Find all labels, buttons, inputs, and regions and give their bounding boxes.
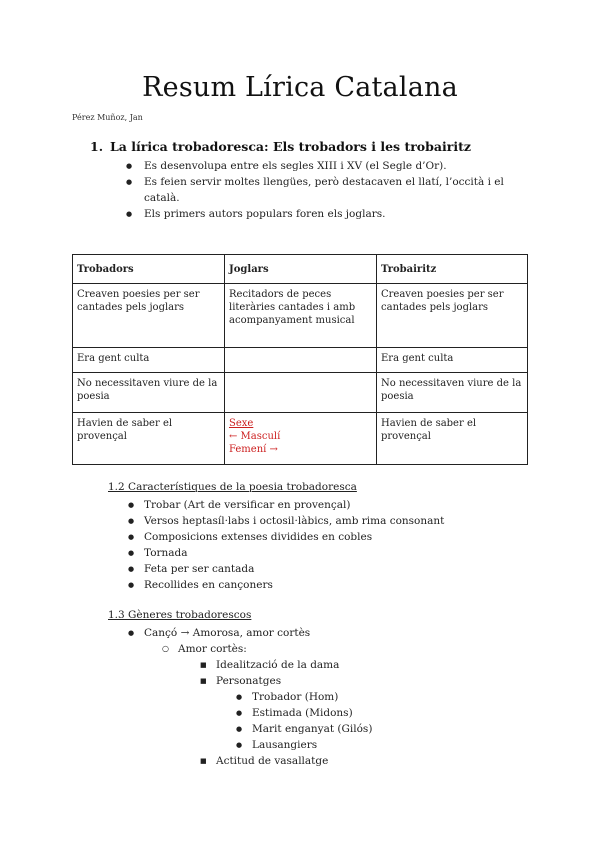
vassalage-list xyxy=(200,753,328,769)
section-1-heading xyxy=(90,139,471,154)
table-header-row xyxy=(73,255,528,284)
list-item: ● Composicions extenses dividides en cobles xyxy=(128,529,444,545)
table-cell xyxy=(225,348,377,373)
gender-note-cell xyxy=(225,413,377,465)
table-cell: Era gent culta xyxy=(73,348,225,373)
comparison-table xyxy=(72,254,528,465)
list-item: ● Feta per ser cantada xyxy=(128,561,444,577)
table-cell: Creaven poesies per ser cantades pels joglars xyxy=(377,284,528,348)
gender-note-female: Femení → xyxy=(229,444,278,455)
section-1-3-heading: 1.3 Gèneres trobadorescos xyxy=(108,609,252,621)
table-row xyxy=(73,413,528,465)
genre-list xyxy=(128,625,310,641)
list-item: ● Estimada (Midons) xyxy=(236,705,372,721)
section-1-2-heading: 1.2 Característiques de la poesia trobadoresca xyxy=(108,481,357,493)
list-item: ● Es desenvolupa entre els segles XIII i XV (el Segle d’Or). xyxy=(126,158,526,174)
author-name: Pérez Muñoz, Jan xyxy=(72,113,143,122)
list-item: ● Trobar (Art de versificar en provençal) xyxy=(128,497,444,513)
section-1-2-bullets xyxy=(128,497,444,593)
table-header: Joglars xyxy=(225,255,377,284)
list-item: ● Es feien servir moltes llengües, però destacaven el llatí, l’occità i el català. xyxy=(126,174,526,206)
table-row xyxy=(73,284,528,348)
table-cell: Era gent culta xyxy=(377,348,528,373)
section-1-number: 1. xyxy=(90,139,104,154)
amor-cortes-list xyxy=(162,641,247,657)
table-row xyxy=(73,348,528,373)
list-item: ■ Personatges xyxy=(200,673,339,689)
table-cell: Havien de saber el provençal xyxy=(377,413,528,465)
table-header: Trobairitz xyxy=(377,255,528,284)
document-title: Resum Lírica Catalana xyxy=(142,72,458,103)
list-item: ● Lausangiers xyxy=(236,737,372,753)
characters-list xyxy=(236,689,372,753)
table-cell: No necessitaven viure de la poesia xyxy=(377,373,528,413)
list-item: ○ Amor cortès: xyxy=(162,641,247,657)
section-1-bullets xyxy=(126,158,526,222)
table-cell xyxy=(225,373,377,413)
table-cell: No necessitaven viure de la poesia xyxy=(73,373,225,413)
list-item: ● Cançó → Amorosa, amor cortès xyxy=(128,625,310,641)
table-cell: Recitadors de peces literàries cantades i amb acompanyament musical xyxy=(225,284,377,348)
gender-note-title: Sexe xyxy=(229,418,254,429)
table-cell: Havien de saber el provençal xyxy=(73,413,225,465)
table-cell: Creaven poesies per ser cantades pels joglars xyxy=(73,284,225,348)
list-item: ● Tornada xyxy=(128,545,444,561)
list-item: ● Els primers autors populars foren els joglars. xyxy=(126,206,526,222)
table-row xyxy=(73,373,528,413)
list-item: ● Versos heptasíl·labs i octosil·làbics, amb rima consonant xyxy=(128,513,444,529)
section-1-title: La lírica trobadoresca: Els trobadors i les trobairitz xyxy=(110,139,471,154)
list-item: ■ Actitud de vasallatge xyxy=(200,753,328,769)
list-item: ● Trobador (Hom) xyxy=(236,689,372,705)
gender-note-male: ← Masculí xyxy=(229,431,281,442)
list-item: ● Marit enganyat (Gilós) xyxy=(236,721,372,737)
table-header: Trobadors xyxy=(73,255,225,284)
list-item: ● Recollides en cançoners xyxy=(128,577,444,593)
list-item: ■ Idealització de la dama xyxy=(200,657,339,673)
amor-cortes-traits xyxy=(200,657,339,689)
